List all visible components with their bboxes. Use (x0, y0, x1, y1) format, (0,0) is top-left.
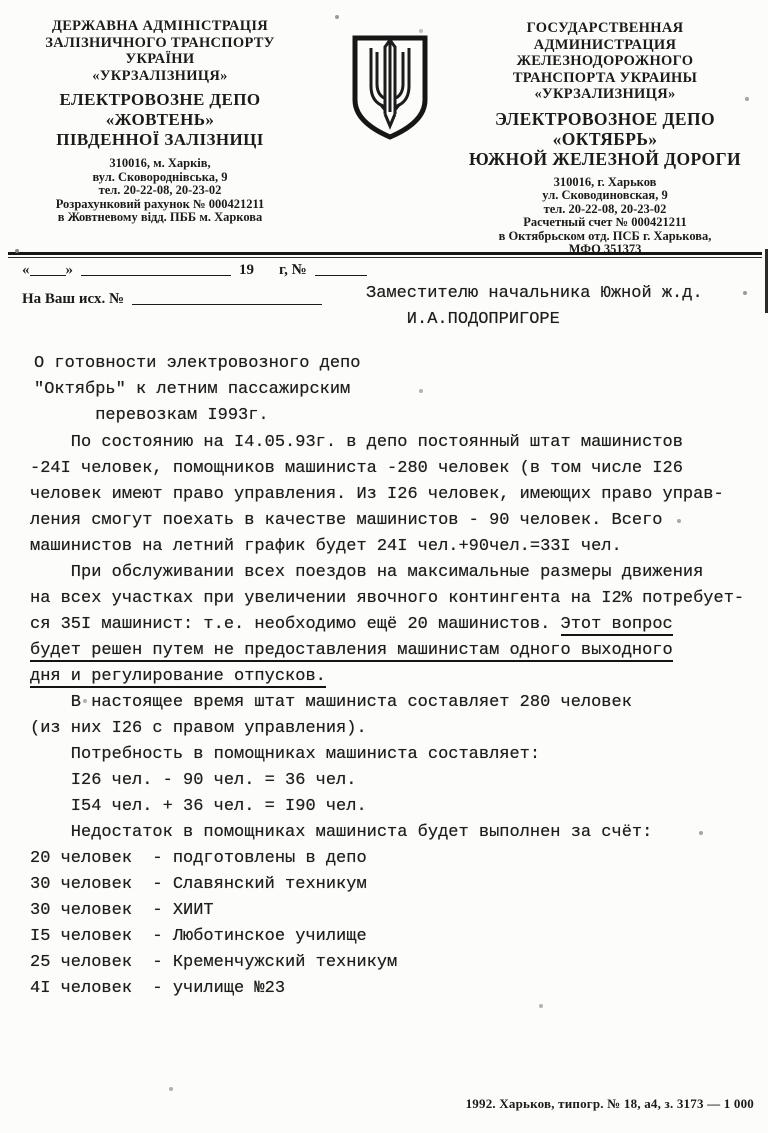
text-line: 4I человек - училище №23 (30, 979, 286, 998)
date-number-line (22, 262, 367, 279)
text-line: МФО 351373 (568, 242, 642, 256)
text-line: По состоянию на I4.05.93г. в депо постоянный штат машинистов (30, 433, 683, 452)
text-line (30, 664, 758, 690)
year-suffix-and-number-sign: г, № (279, 262, 307, 278)
text-line: ДЕРЖАВНА АДМІНІСТРАЦІЯ (51, 18, 269, 34)
text-line: ЗАЛІЗНИЧНОГО ТРАНСПОРТУ (45, 34, 275, 51)
text-line: ЮЖНОЙ ЖЕЛЕЗНОЙ ДОРОГИ (468, 148, 742, 169)
text-line: «ЖОВТЕНЬ» (105, 110, 215, 129)
text-line: И.А.ПОДОПРИГОРЕ (366, 310, 560, 329)
text-line: 20 человек - подготовлены в депо (30, 849, 367, 868)
quote-open: « (22, 262, 30, 278)
text-line: «ОКТЯБРЬ» (552, 128, 658, 149)
text-line: человек имеют право управления. Из I26 человек, имеющих право управ- (30, 485, 724, 504)
address-ru (450, 176, 760, 257)
your-ref-fill-in-blank (132, 291, 322, 305)
text-line: I26 чел. - 90 чел. = 36 чел. (30, 771, 357, 790)
text-line: «УКРЗАЛІЗНИЦЯ» (92, 67, 228, 84)
text-line: тел. 20-22-08, 20-23-02 (98, 183, 222, 197)
text-line: машинистов на летний график будет 24I чел.+90чел.=33I чел. (30, 537, 622, 556)
text-line: В настоящее время штат машиниста составляет 280 человек (30, 693, 632, 712)
text-line: -24I человек, помощников машиниста -280 человек (в том числе I26 (30, 459, 683, 478)
year-prefix: 19 (239, 262, 254, 278)
addressee-block (366, 281, 703, 333)
text-line: ПІВДЕННОЇ ЗАЛІЗНИЦІ (56, 130, 264, 149)
text-line: О готовности электровозного депо (34, 354, 361, 373)
text-line: ЕЛЕКТРОВОЗНЕ ДЕПО (59, 90, 261, 109)
text-line (30, 612, 758, 638)
pen-underlined-text: дня и регулирование отпусков. (30, 667, 326, 686)
text-line: ТРАНСПОРТА УКРАИНЫ (512, 69, 698, 86)
text-line: I54 чел. + 36 чел. = I90 чел. (30, 797, 367, 816)
scan-noise-specks (0, 0, 2, 2)
print-imprint: 1992. Харьков, типогр. № 18, а4, з. 3173 — 1 000 (465, 1096, 754, 1111)
subject-block (34, 351, 360, 429)
your-reference-line (22, 291, 322, 308)
number-fill-in-blank (315, 262, 367, 276)
letterhead-right-russian (450, 20, 760, 257)
text-line: ул. Сководиновская, 9 (542, 188, 668, 202)
text-line: в Жовтневому відд. ПББ м. Харкова (57, 210, 263, 224)
text-segment: ся 35I машинист: т.е. необходимо ещё 20 машинистов. (30, 615, 561, 634)
org-name-uk (24, 18, 296, 84)
text-line: Недостаток в помощниках машиниста будет выполнен за счёт: (30, 823, 653, 842)
org-name-ru (450, 20, 760, 103)
text-line: Потребность в помощниках машиниста составляет: (30, 745, 541, 764)
text-line: тел. 20-22-08, 20-23-02 (543, 201, 667, 216)
text-line: УКРАЇНИ (125, 51, 195, 67)
text-line: 310016, г. Харьков (553, 174, 657, 189)
text-line: перевозкам I993г. (34, 406, 269, 425)
text-line: При обслуживании всех поездов на максимальные размеры движения (30, 563, 704, 582)
quote-close: » (65, 262, 73, 278)
text-line: ЭЛЕКТРОВОЗНОЕ ДЕПО (495, 108, 715, 129)
letterhead-left-ukrainian (24, 18, 296, 225)
ukrainian-trident-emblem-icon (348, 34, 432, 142)
text-line: ГОСУДАРСТВЕННАЯ (526, 20, 684, 36)
pen-underlined-text: Этот вопрос (560, 615, 673, 634)
day-fill-in-blank (30, 262, 66, 276)
text-line: ЖЕЛЕЗНОДОРОЖНОГО (516, 53, 694, 69)
text-line: 30 человек - Славянский техникум (30, 875, 367, 894)
text-line: ления смогут поехать в качестве машинистов - 90 человек. Всего (30, 511, 663, 530)
month-fill-in-blank (81, 262, 231, 276)
pen-underlined-text: будет решен путем не предоставления машинистам одного выходного (30, 641, 673, 660)
text-line: в Октябрьском отд. ПСБ г. Харькова, (498, 228, 712, 243)
letter-body (30, 430, 758, 1002)
text-line: «УКРЗАЛИЗНИЦЯ» (534, 86, 676, 102)
text-line: АДМИНИСТРАЦИЯ (533, 36, 677, 53)
text-line: 310016, м. Харків, (109, 156, 211, 170)
your-ref-label: На Ваш исх. № (22, 291, 125, 307)
text-line: на всех участках при увеличении явочного контингента на I2% потребует- (30, 589, 745, 608)
text-line: Заместителю начальника Южной ж.д. (366, 284, 703, 303)
text-line: 25 человек - Кременчужский техникум (30, 953, 398, 972)
text-line: вул. Сковороднівська, 9 (92, 169, 228, 184)
depot-name-uk (24, 90, 296, 150)
text-line: I5 человек - Люботинское училище (30, 927, 367, 946)
letterhead-divider-rule (8, 252, 762, 258)
address-uk (24, 157, 296, 225)
text-line: Расчетный счет № 000421211 (523, 215, 687, 229)
depot-name-ru (450, 109, 760, 169)
text-line: "Октябрь" к летним пассажирским (34, 380, 351, 399)
text-line: (из них I26 с правом управления). (30, 719, 367, 738)
text-line: 30 человек - ХИИТ (30, 901, 214, 920)
text-line (30, 638, 758, 664)
text-line: Розрахунковий рахунок № 000421211 (55, 196, 265, 211)
